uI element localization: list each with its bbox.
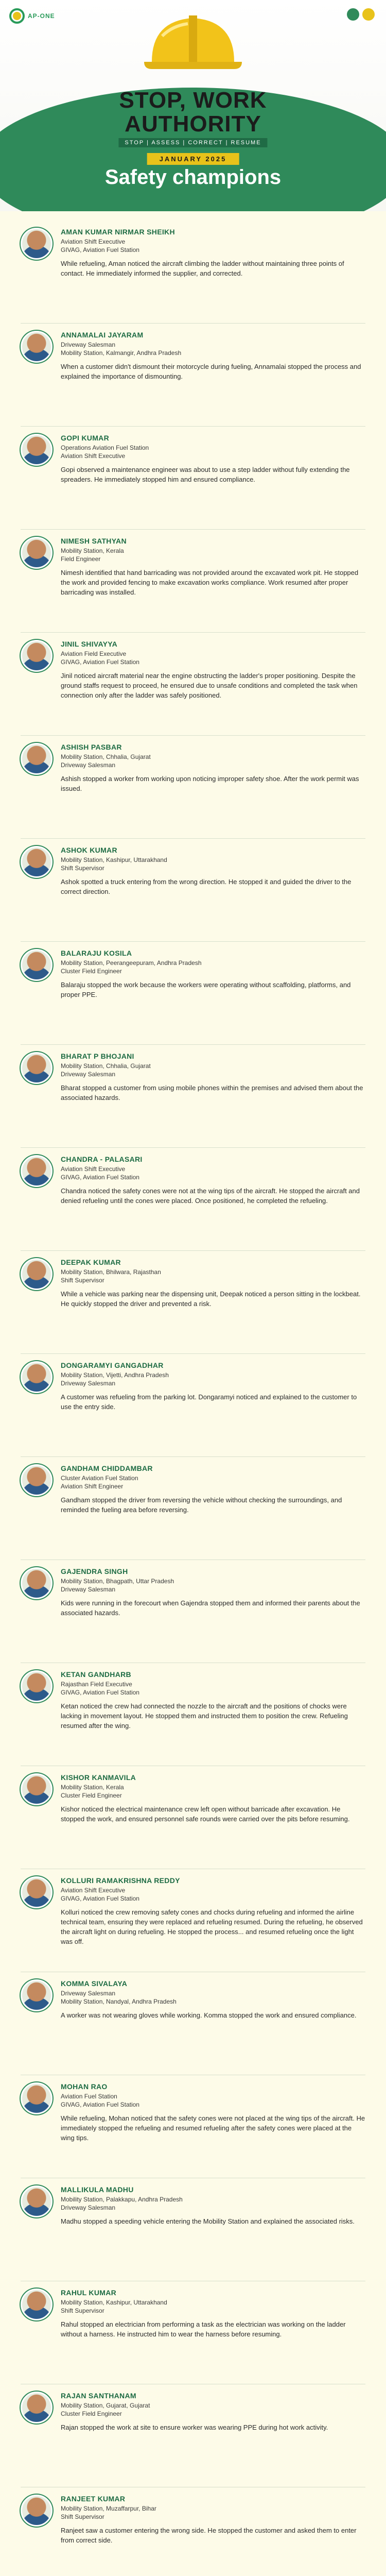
champion-role: Aviation Shift Executive GIVAG, Aviation Fuel Station <box>61 238 139 254</box>
champion-story: A worker was not wearing gloves while working. Komma stopped the work and ensured compliance. <box>61 2011 357 2020</box>
champion-role: Mobility Station, Gujarat, Gujarat Cluster Field Engineer <box>61 2402 150 2418</box>
champion-details <box>61 949 365 1044</box>
avatar <box>21 743 52 775</box>
avatar <box>21 537 52 569</box>
champion-story: Ashish stopped a worker from working upon noticing improper safety shoe. After the work permit was issued. <box>61 775 359 793</box>
champion-story: Jinil noticed aircraft material near the engine obstructing the ladder's proper positioning. Despite the ground staffs request to proceed, he ensured due to unsafe conditions and completed the task when connection only after the ladder was safely positioned. <box>61 672 358 700</box>
champion-story: Chandra noticed the safety cones were not at the wing tips of the aircraft. He stopped the aircraft and denied refueling until the cones were placed. Once positioned, he completed the refueling. <box>61 1187 360 1205</box>
champion-card <box>21 1766 365 1869</box>
champion-card <box>21 942 365 1045</box>
champion-name: KISHOR KANMAVILA <box>61 1773 136 1782</box>
champion-card <box>21 1045 365 1148</box>
champion-name: DEEPAK KUMAR <box>61 1258 121 1266</box>
champion-name: GOPI KUMAR <box>61 434 109 442</box>
champion-name: BALARAJU KOSILA <box>61 949 132 957</box>
champion-story: When a customer didn't dismount their motorcycle during fueling, Annamalai stopped the process and explained the importance of dismounting. <box>61 363 361 381</box>
champion-name: RAJAN SANTHANAM <box>61 2392 136 2400</box>
champion-story: While refueling, Mohan noticed that the safety cones were not placed at the wing tips of the aircraft. He immediately stopped the refueling and resumed refueling after the safety cones were placed at the wing tips. <box>61 2114 365 2142</box>
champion-story: Bharat stopped a customer from using mobile phones within the premises and advised them about the associated hazards. <box>61 1084 363 1102</box>
champion-name: ASHOK KUMAR <box>61 846 117 854</box>
avatar <box>21 2495 52 2527</box>
hard-hat-icon <box>142 5 244 77</box>
champion-name: MALLIKULA MADHU <box>61 2185 134 2194</box>
champion-role: Mobility Station, Vijetti, Andhra Pradesh Driveway Salesman <box>61 1371 169 1387</box>
champion-details <box>61 331 365 426</box>
avatar <box>21 1052 52 1084</box>
champion-story: Rahul stopped an electrician from performing a task as the electrician was working on the ladder without a harness. He instructed him to wear the harness before resuming. <box>61 2320 346 2338</box>
champion-story: Ashok spotted a truck entering from the wrong direction. He stopped it and guided the driver to the correct direction. <box>61 878 352 896</box>
champion-details <box>61 846 365 941</box>
champion-role: Mobility Station, Kerala Field Engineer <box>61 547 124 563</box>
champion-role: Mobility Station, Chhalia, Gujarat Driveway Salesman <box>61 753 151 769</box>
champion-story: Nimesh identified that hand barricading was not provided around the excavated work pit. He stopped the work and provided fencing to make excavation works compliance. Work resumed after proper barricading was installed. <box>61 569 359 597</box>
champion-name: KOLLURI RAMAKRISHNA REDDY <box>61 1876 180 1885</box>
champion-card <box>21 2178 365 2281</box>
tagline: STOP | ASSESS | CORRECT | RESUME <box>118 138 267 147</box>
champion-details <box>61 2289 365 2384</box>
champion-card <box>21 1972 365 2075</box>
champions-list <box>0 211 386 2576</box>
champion-story: Gopi observed a maintenance engineer was about to use a step ladder without fully extending the spreaders. He immediately stopped him and ensured compliance. <box>61 466 350 484</box>
champion-details <box>61 2082 365 2178</box>
champion-role: Aviation Shift Executive GIVAG, Aviation Fuel Station <box>61 1887 139 1903</box>
avatar <box>21 2392 52 2424</box>
champion-details <box>61 434 365 529</box>
section-title: Safety champions <box>104 166 282 189</box>
champion-card <box>21 324 365 427</box>
champion-details <box>61 1052 365 1147</box>
champion-details <box>61 2185 365 2281</box>
avatar <box>21 1567 52 1599</box>
champion-role: Mobility Station, Muzaffarpur, Bihar Shift Supervisor <box>61 2505 156 2521</box>
avatar <box>21 1670 52 1702</box>
champion-card <box>21 1148 365 1251</box>
avatar <box>21 1773 52 1805</box>
champion-role: Aviation Shift Executive GIVAG, Aviation Fuel Station <box>61 1165 139 1181</box>
avatar <box>21 2185 52 2217</box>
champion-role: Mobility Station, Bhagpath, Uttar Pradesh Driveway Salesman <box>61 1578 174 1594</box>
champion-details <box>61 640 365 735</box>
champion-name: KETAN GANDHARB <box>61 1670 131 1679</box>
champion-role: Driveway Salesman Mobility Station, Nandyal, Andhra Pradesh <box>61 1990 177 2006</box>
champion-card <box>21 839 365 942</box>
champion-role: Mobility Station, Kerala Cluster Field Engineer <box>61 1784 124 1800</box>
brand-name: AP-ONE <box>28 12 55 20</box>
champion-role: Cluster Aviation Fuel Station Aviation Shift Engineer <box>61 1475 138 1490</box>
champion-card <box>21 1354 365 1457</box>
avatar <box>21 949 52 981</box>
champion-details <box>61 743 365 838</box>
champion-card <box>21 427 365 530</box>
champion-name: NIMESH SATHYAN <box>61 537 127 545</box>
hero-header <box>0 0 386 211</box>
avatar <box>21 1464 52 1496</box>
champion-card <box>21 221 365 324</box>
avatar <box>21 1979 52 2011</box>
champion-name: MOHAN RAO <box>61 2082 108 2091</box>
champion-card <box>21 1457 365 1560</box>
champion-details <box>61 1979 365 2075</box>
avatar <box>21 228 52 260</box>
champion-details <box>61 1567 365 1663</box>
champion-name: RANJEET KUMAR <box>61 2495 126 2503</box>
champion-card <box>21 530 365 633</box>
champion-story: Kids were running in the forecourt when Gajendra stopped them and informed their parents about the associated hazards. <box>61 1599 360 1617</box>
title-line-2: AUTHORITY <box>125 111 261 137</box>
champion-card <box>21 736 365 839</box>
champion-card <box>21 2075 365 2178</box>
champion-story: Balaraju stopped the work because the workers were operating without scaffolding, platforms, and proper PPE. <box>61 981 351 999</box>
avatar <box>21 2289 52 2320</box>
champion-details <box>61 1876 365 1972</box>
avatar <box>21 331 52 363</box>
champion-card <box>21 1560 365 1663</box>
champion-story: Rajan stopped the work at site to ensure worker was wearing PPE during hot work activity. <box>61 2424 328 2432</box>
champion-name: CHANDRA - PALASARI <box>61 1155 143 1163</box>
champion-details <box>61 2392 365 2487</box>
champion-role: Aviation Field Executive GIVAG, Aviation Fuel Station <box>61 650 139 666</box>
champion-role: Driveway Salesman Mobility Station, Kalmangir, Andhra Pradesh <box>61 341 182 357</box>
partner-logos <box>347 8 375 21</box>
champion-name: GAJENDRA SINGH <box>61 1567 128 1575</box>
champion-role: Operations Aviation Fuel Station Aviation Shift Executive <box>61 444 149 460</box>
champion-details <box>61 1155 365 1250</box>
champion-story: A customer was refueling from the parking lot. Dongaramyi noticed and explained to the customer to use the entry side. <box>61 1393 357 1411</box>
champion-card <box>21 633 365 736</box>
champion-story: Kolluri noticed the crew removing safety cones and chocks during refueling and informed the airline technical team, ensuring they were replaced and refueling resumed. During the refueling, he observed the aircraft light on during refueling. He stopped the process... and resumed refueling once the light was off. <box>61 1908 363 1945</box>
champion-name: AMAN KUMAR NIRMAR SHEIKH <box>61 228 175 236</box>
champion-role: Mobility Station, Chhalia, Gujarat Driveway Salesman <box>61 1062 151 1078</box>
champion-name: ASHISH PASBAR <box>61 743 122 751</box>
champion-details <box>61 1464 365 1560</box>
champion-role: Mobility Station, Peerangeepuram, Andhra Pradesh Cluster Field Engineer <box>61 959 202 975</box>
champion-details <box>61 1670 365 1766</box>
champion-name: GANDHAM CHIDDAMBAR <box>61 1464 153 1472</box>
avatar <box>21 1876 52 1908</box>
champion-name: BHARAT P BHOJANI <box>61 1052 134 1060</box>
champion-story: Ketan noticed the crew had connected the nozzle to the aircraft and the positions of chocks were lacking in movement layout. He stopped them and instructed them to position the crew. Refueling resumed after the wing. <box>61 1702 348 1730</box>
champion-role: Mobility Station, Kashipur, Uttarakhand Shift Supervisor <box>61 2299 167 2315</box>
champion-card <box>21 2384 365 2487</box>
avatar <box>21 1155 52 1187</box>
logo-dot-icon <box>13 12 21 20</box>
champion-details <box>61 1361 365 1456</box>
champion-role: Mobility Station, Palakkapu, Andhra Pradesh Driveway Salesman <box>61 2196 183 2212</box>
champion-story: Madhu stopped a speeding vehicle entering the Mobility Station and explained the associated risks. <box>61 2217 355 2226</box>
champion-story: Gandham stopped the driver from reversing the vehicle without checking the surroundings, and reminded the fueling area before reversing. <box>61 1496 342 1514</box>
champion-role: Mobility Station, Kashipur, Uttarakhand Shift Supervisor <box>61 856 167 872</box>
champion-name: KOMMA SIVALAYA <box>61 1979 128 1988</box>
champion-card <box>21 2487 365 2576</box>
avatar <box>21 1258 52 1290</box>
champion-story: While refueling, Aman noticed the aircraft climbing the ladder without maintaining three points of contact. He immediately informed the supplier, and corrected. <box>61 260 344 278</box>
champion-details <box>61 1773 365 1869</box>
avatar <box>21 2082 52 2114</box>
champion-name: JINIL SHIVAYYA <box>61 640 118 648</box>
champion-story: Ranjeet saw a customer entering the wrong side. He stopped the customer and asked them to enter from correct side. <box>61 2527 357 2545</box>
champion-card <box>21 1869 365 1972</box>
champion-name: DONGARAMYI GANGADHAR <box>61 1361 164 1369</box>
avatar <box>21 640 52 672</box>
champion-role: Rajasthan Field Executive GIVAG, Aviation Fuel Station <box>61 1681 139 1697</box>
champion-details <box>61 228 365 323</box>
brand-logo <box>9 7 56 25</box>
avatar <box>21 434 52 466</box>
champion-card <box>21 1251 365 1354</box>
champion-details <box>61 537 365 632</box>
title-line-1: STOP, WORK <box>119 88 267 113</box>
champion-details <box>61 2495 365 2576</box>
champion-details <box>61 1258 365 1353</box>
avatar <box>21 846 52 878</box>
champion-card <box>21 2281 365 2384</box>
avatar <box>21 1361 52 1393</box>
champion-role: Mobility Station, Bhilwara, Rajasthan Shift Supervisor <box>61 1268 161 1284</box>
champion-story: While a vehicle was parking near the dispensing unit, Deepak noticed a person sitting in the lockbeat. He quickly stopped the driver and prevented a risk. <box>61 1290 361 1308</box>
champion-card <box>21 1663 365 1766</box>
champion-name: RAHUL KUMAR <box>61 2289 117 2297</box>
month-badge: JANUARY 2025 <box>147 153 239 165</box>
partner-logo-icon <box>347 8 359 21</box>
champion-story: Kishor noticed the electrical maintenance crew left open without barricade after excavation. He stopped the work, and ensured personnel safe rounds were carried over the pits before resuming. <box>61 1805 350 1823</box>
champion-role: Aviation Fuel Station GIVAG, Aviation Fuel Station <box>61 2093 139 2109</box>
champion-name: ANNAMALAI JAYARAM <box>61 331 144 339</box>
partner-logo-icon <box>362 8 375 21</box>
